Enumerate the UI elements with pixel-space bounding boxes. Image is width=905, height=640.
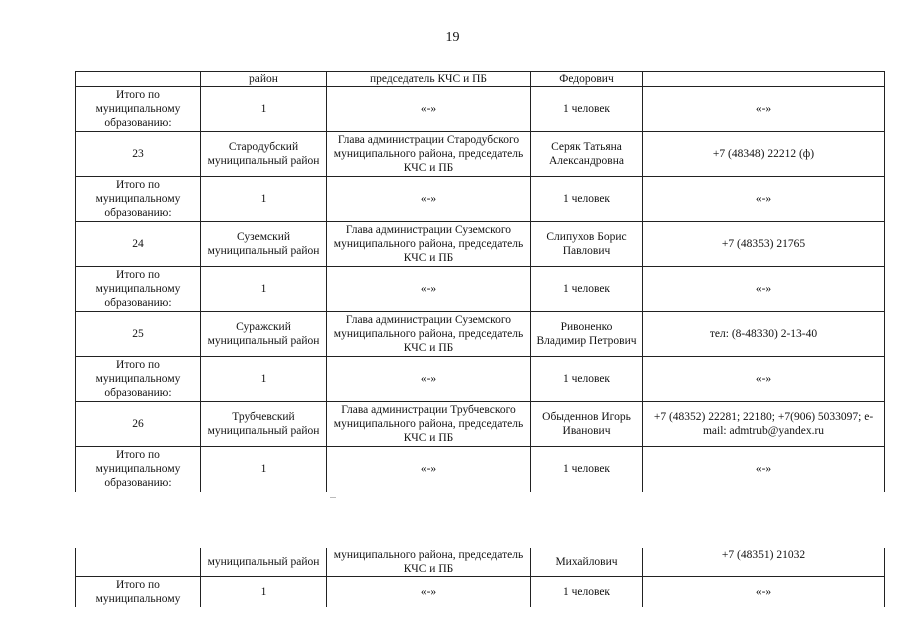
- entry-row: [76, 402, 885, 447]
- table-cell: 1 человек: [531, 447, 643, 492]
- table-cell: Федорович: [531, 72, 643, 87]
- table-cell: «-»: [327, 87, 531, 132]
- table-cell: 1: [201, 577, 327, 607]
- table-cell: Обыденнов Игорь Иванович: [531, 402, 643, 447]
- page-number: 19: [445, 30, 460, 45]
- table-row-partial: [76, 577, 885, 607]
- table-cell: 1: [201, 357, 327, 402]
- table-cell: [76, 548, 201, 577]
- table-cell: +7 (48353) 21765: [643, 222, 885, 267]
- table-cell: «-»: [643, 87, 885, 132]
- total-row: [76, 357, 885, 402]
- table-cell: Итого по муниципальному образованию:: [76, 447, 201, 492]
- table-cell: 1 человек: [531, 577, 643, 607]
- table-cell: «-»: [643, 177, 885, 222]
- table-cell: Итого по муниципальному: [76, 577, 201, 607]
- table-cell: 1: [201, 177, 327, 222]
- table-cell: +7 (48352) 22281; 22180; +7(906) 5033097; e-mail: admtrub@yandex.ru: [643, 402, 885, 447]
- table-cell: Глава администрации Стародубского муниципального района, председатель КЧС и ПБ: [327, 132, 531, 177]
- table-cell: Ривоненко Владимир Петрович: [531, 312, 643, 357]
- table-cell: [76, 72, 201, 87]
- table-cell: тел: (8-48330) 2-13-40: [643, 312, 885, 357]
- entry-row: [76, 132, 885, 177]
- table-cell: Итого по муниципальному образованию:: [76, 87, 201, 132]
- entry-row: [76, 312, 885, 357]
- table-cell: «-»: [643, 447, 885, 492]
- table-cell: муниципального района, председатель КЧС и ПБ: [327, 548, 531, 577]
- table-cell: Итого по муниципальному образованию:: [76, 267, 201, 312]
- table-cell: «-»: [643, 357, 885, 402]
- table-cell: «-»: [643, 577, 885, 607]
- table-cell: Михайлович: [531, 548, 643, 577]
- table-cell: муниципальный район: [201, 548, 327, 577]
- table-cell: 1: [201, 87, 327, 132]
- table-cell: 1 человек: [531, 87, 643, 132]
- total-row: [76, 267, 885, 312]
- table-cell: «-»: [327, 267, 531, 312]
- table-cell: Суражский муниципальный район: [201, 312, 327, 357]
- table-row-partial: [76, 72, 885, 87]
- table-cell: 1: [201, 447, 327, 492]
- table-cell: Суземский муниципальный район: [201, 222, 327, 267]
- table-cell: Глава администрации Трубчевского муниципального района, председатель КЧС и ПБ: [327, 402, 531, 447]
- table-row-partial: [76, 548, 885, 577]
- scan-artifact: [330, 497, 336, 498]
- table-cell: «-»: [643, 267, 885, 312]
- table-cell: председатель КЧС и ПБ: [327, 72, 531, 87]
- table-cell: 1: [201, 267, 327, 312]
- table-cell: 24: [76, 222, 201, 267]
- table-cell: Серяк Татьяна Александровна: [531, 132, 643, 177]
- table-cell: 1 человек: [531, 177, 643, 222]
- table-cell: Итого по муниципальному образованию:: [76, 177, 201, 222]
- total-row: [76, 447, 885, 492]
- table-cell: 25: [76, 312, 201, 357]
- table-cell: «-»: [327, 357, 531, 402]
- main-table: [75, 71, 885, 492]
- table-cell: [643, 72, 885, 87]
- table-cell: «-»: [327, 447, 531, 492]
- table-cell: Глава администрации Суземского муниципального района, председатель КЧС и ПБ: [327, 222, 531, 267]
- fragment-table: [75, 548, 885, 607]
- table-cell: +7 (48348) 22212 (ф): [643, 132, 885, 177]
- total-row: [76, 87, 885, 132]
- table-cell: «-»: [327, 577, 531, 607]
- table-cell: район: [201, 72, 327, 87]
- table-cell: Стародубский муниципальный район: [201, 132, 327, 177]
- table-cell: 1 человек: [531, 267, 643, 312]
- table-cell: «-»: [327, 177, 531, 222]
- table-cell: 23: [76, 132, 201, 177]
- table-cell: Трубчевский муниципальный район: [201, 402, 327, 447]
- table-cell: Глава администрации Суземского муниципального района, председатель КЧС и ПБ: [327, 312, 531, 357]
- table-cell: 26: [76, 402, 201, 447]
- table-cell: 1 человек: [531, 357, 643, 402]
- total-row: [76, 177, 885, 222]
- table-cell: Итого по муниципальному образованию:: [76, 357, 201, 402]
- table-cell: +7 (48351) 21032: [643, 548, 885, 577]
- entry-row: [76, 222, 885, 267]
- table-cell: Слипухов Борис Павлович: [531, 222, 643, 267]
